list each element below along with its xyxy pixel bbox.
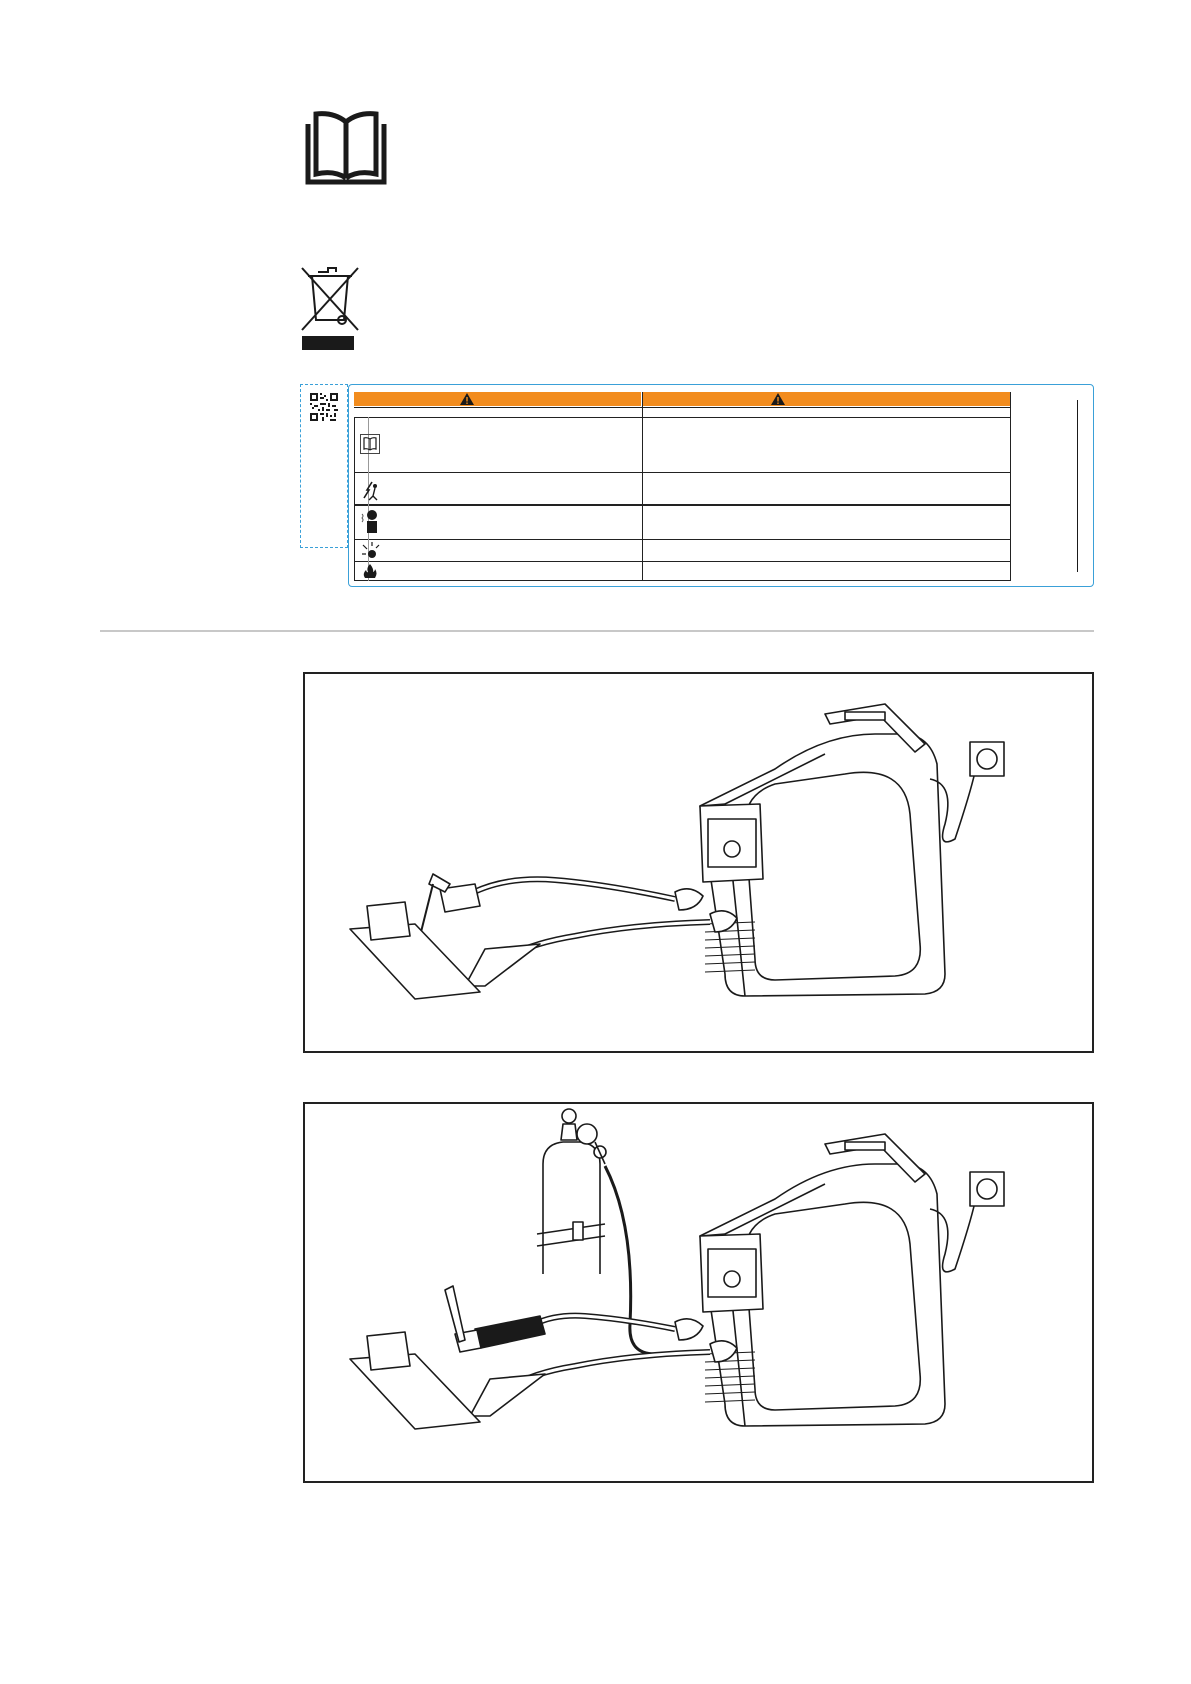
qr-code-icon [310,393,338,421]
warning-header-left [354,392,641,406]
warning-triangle-icon [460,393,474,405]
electric-shock-icon [360,478,380,502]
fumes-protection-icon [360,508,380,536]
section-divider [100,630,1094,632]
warning-header-right [643,392,1010,406]
label-side-line [1077,400,1078,572]
warning-label-table [354,392,1010,581]
manual-icon-block [300,108,392,188]
read-manual-icon [360,434,380,454]
qr-code-frame [300,384,348,548]
crossed-out-wheelie-bin-icon [298,264,362,352]
tig-welding-illustration [305,1104,1092,1481]
warning-triangle-icon [771,393,785,405]
figure-tig-welding-setup [303,1102,1094,1483]
disposal-icon-block [298,264,362,352]
fire-hazard-icon [360,562,380,580]
open-book-icon [300,108,392,188]
figure-mma-welding-setup [303,672,1094,1053]
arc-rays-icon [360,542,380,560]
mma-welding-illustration [305,674,1092,1051]
